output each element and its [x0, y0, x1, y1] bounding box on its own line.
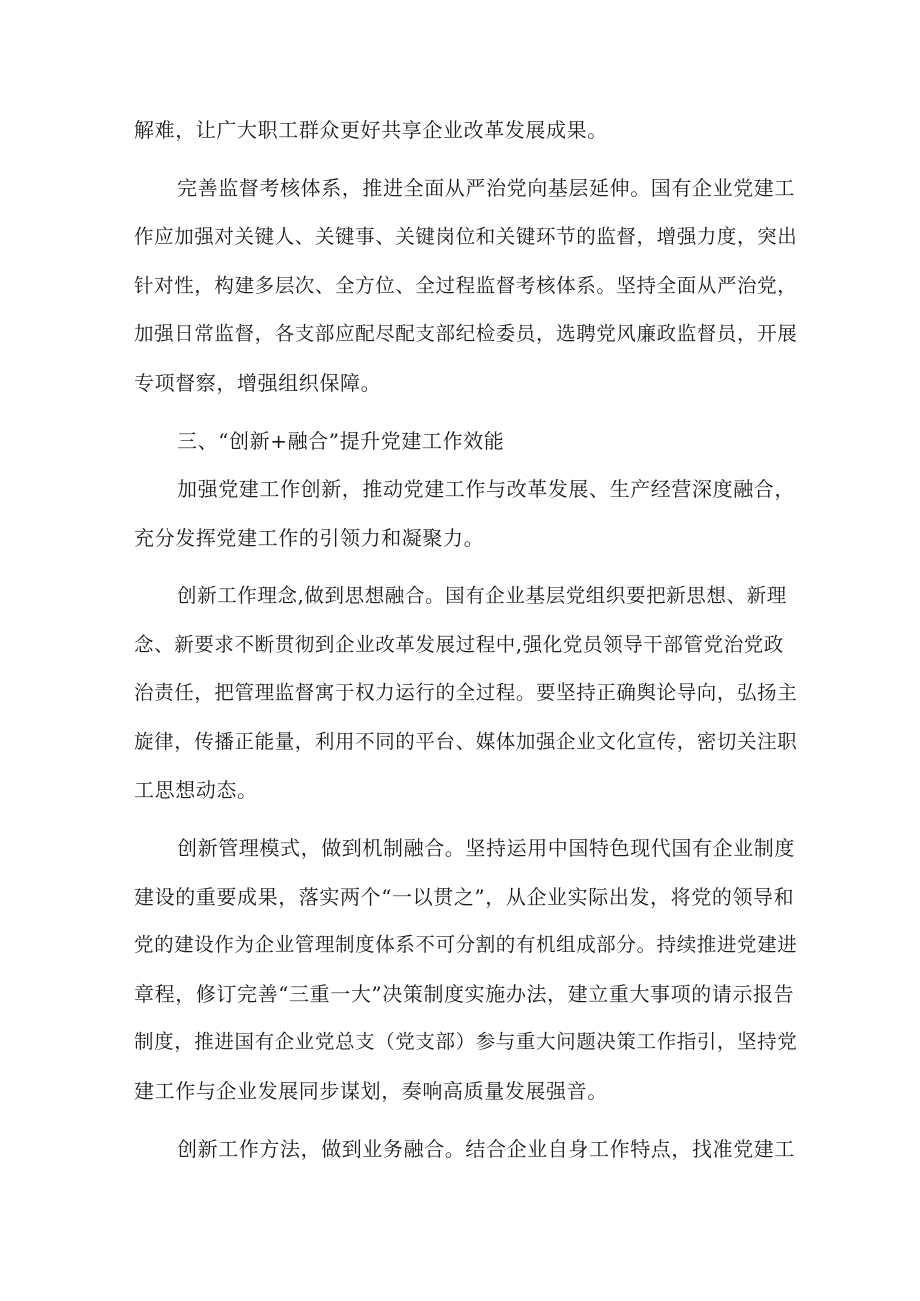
section-heading: 三、“创新+融合”提升党建工作效能 [177, 429, 505, 453]
paragraph-line: 加强党建工作创新，推动党建工作与改革发展、生产经营深度融合， [177, 477, 795, 501]
paragraph-line: 充分发挥党建工作的引领力和凝聚力。 [134, 526, 485, 550]
paragraph-line: 章程，修订完善“三重一大”决策制度实施办法，建立重大事项的请示报告 [134, 982, 795, 1006]
paragraph-line: 针对性，构建多层次、全方位、全过程监督考核体系。坚持全面从严治党， [134, 274, 798, 297]
paragraph-line: 专项督察，增强组织保障。 [134, 371, 382, 395]
paragraph-line: 创新管理模式，做到机制融合。坚持运用中国特色现代国有企业制度 [177, 836, 795, 860]
paragraph-line: 创新工作理念,做到思想融合。国有企业基层党组织要把新思想、新理 [177, 584, 787, 607]
paragraph-line: 党的建设作为企业管理制度体系不可分割的有机组成部分。持续推进党建进 [134, 933, 798, 956]
paragraph-line: 建设的重要成果，落实两个“一以贯之”，从企业实际出发，将党的领导和 [134, 885, 795, 909]
paragraph-line: 念、新要求不断贯彻到企业改革发展过程中,强化党员领导干部管党治党政 [134, 633, 784, 656]
paragraph-line: 创新工作方法，做到业务融合。结合企业自身工作特点，找准党建工 [177, 1137, 795, 1161]
paragraph-line: 制度，推进国有企业党总支（党支部）参与重大问题决策工作指引，坚持党 [134, 1030, 798, 1053]
paragraph-line: 建工作与企业发展同步谋划，奏响高质量发展强音。 [134, 1079, 608, 1103]
paragraph-line: 解难，让广大职工群众更好共享企业改革发展成果。 [134, 118, 608, 142]
paragraph-line: 作应加强对关键人、关键事、关键岗位和关键环节的监督，增强力度，突出 [134, 225, 798, 248]
paragraph-line: 加强日常监督，各支部应配尽配支部纪检委员，选聘党风廉政监督员，开展 [134, 322, 798, 345]
paragraph-line: 旋律，传播正能量，利用不同的平台、媒体加强企业文化宣传，密切关注职 [134, 730, 798, 753]
paragraph-line: 完善监督考核体系，推进全面从严治党向基层延伸。国有企业党建工 [177, 176, 795, 200]
paragraph-line: 工思想动态。 [134, 778, 258, 802]
paragraph-line: 治责任，把管理监督寓于权力运行的全过程。要坚持正确舆论导向，弘扬主 [134, 681, 798, 704]
